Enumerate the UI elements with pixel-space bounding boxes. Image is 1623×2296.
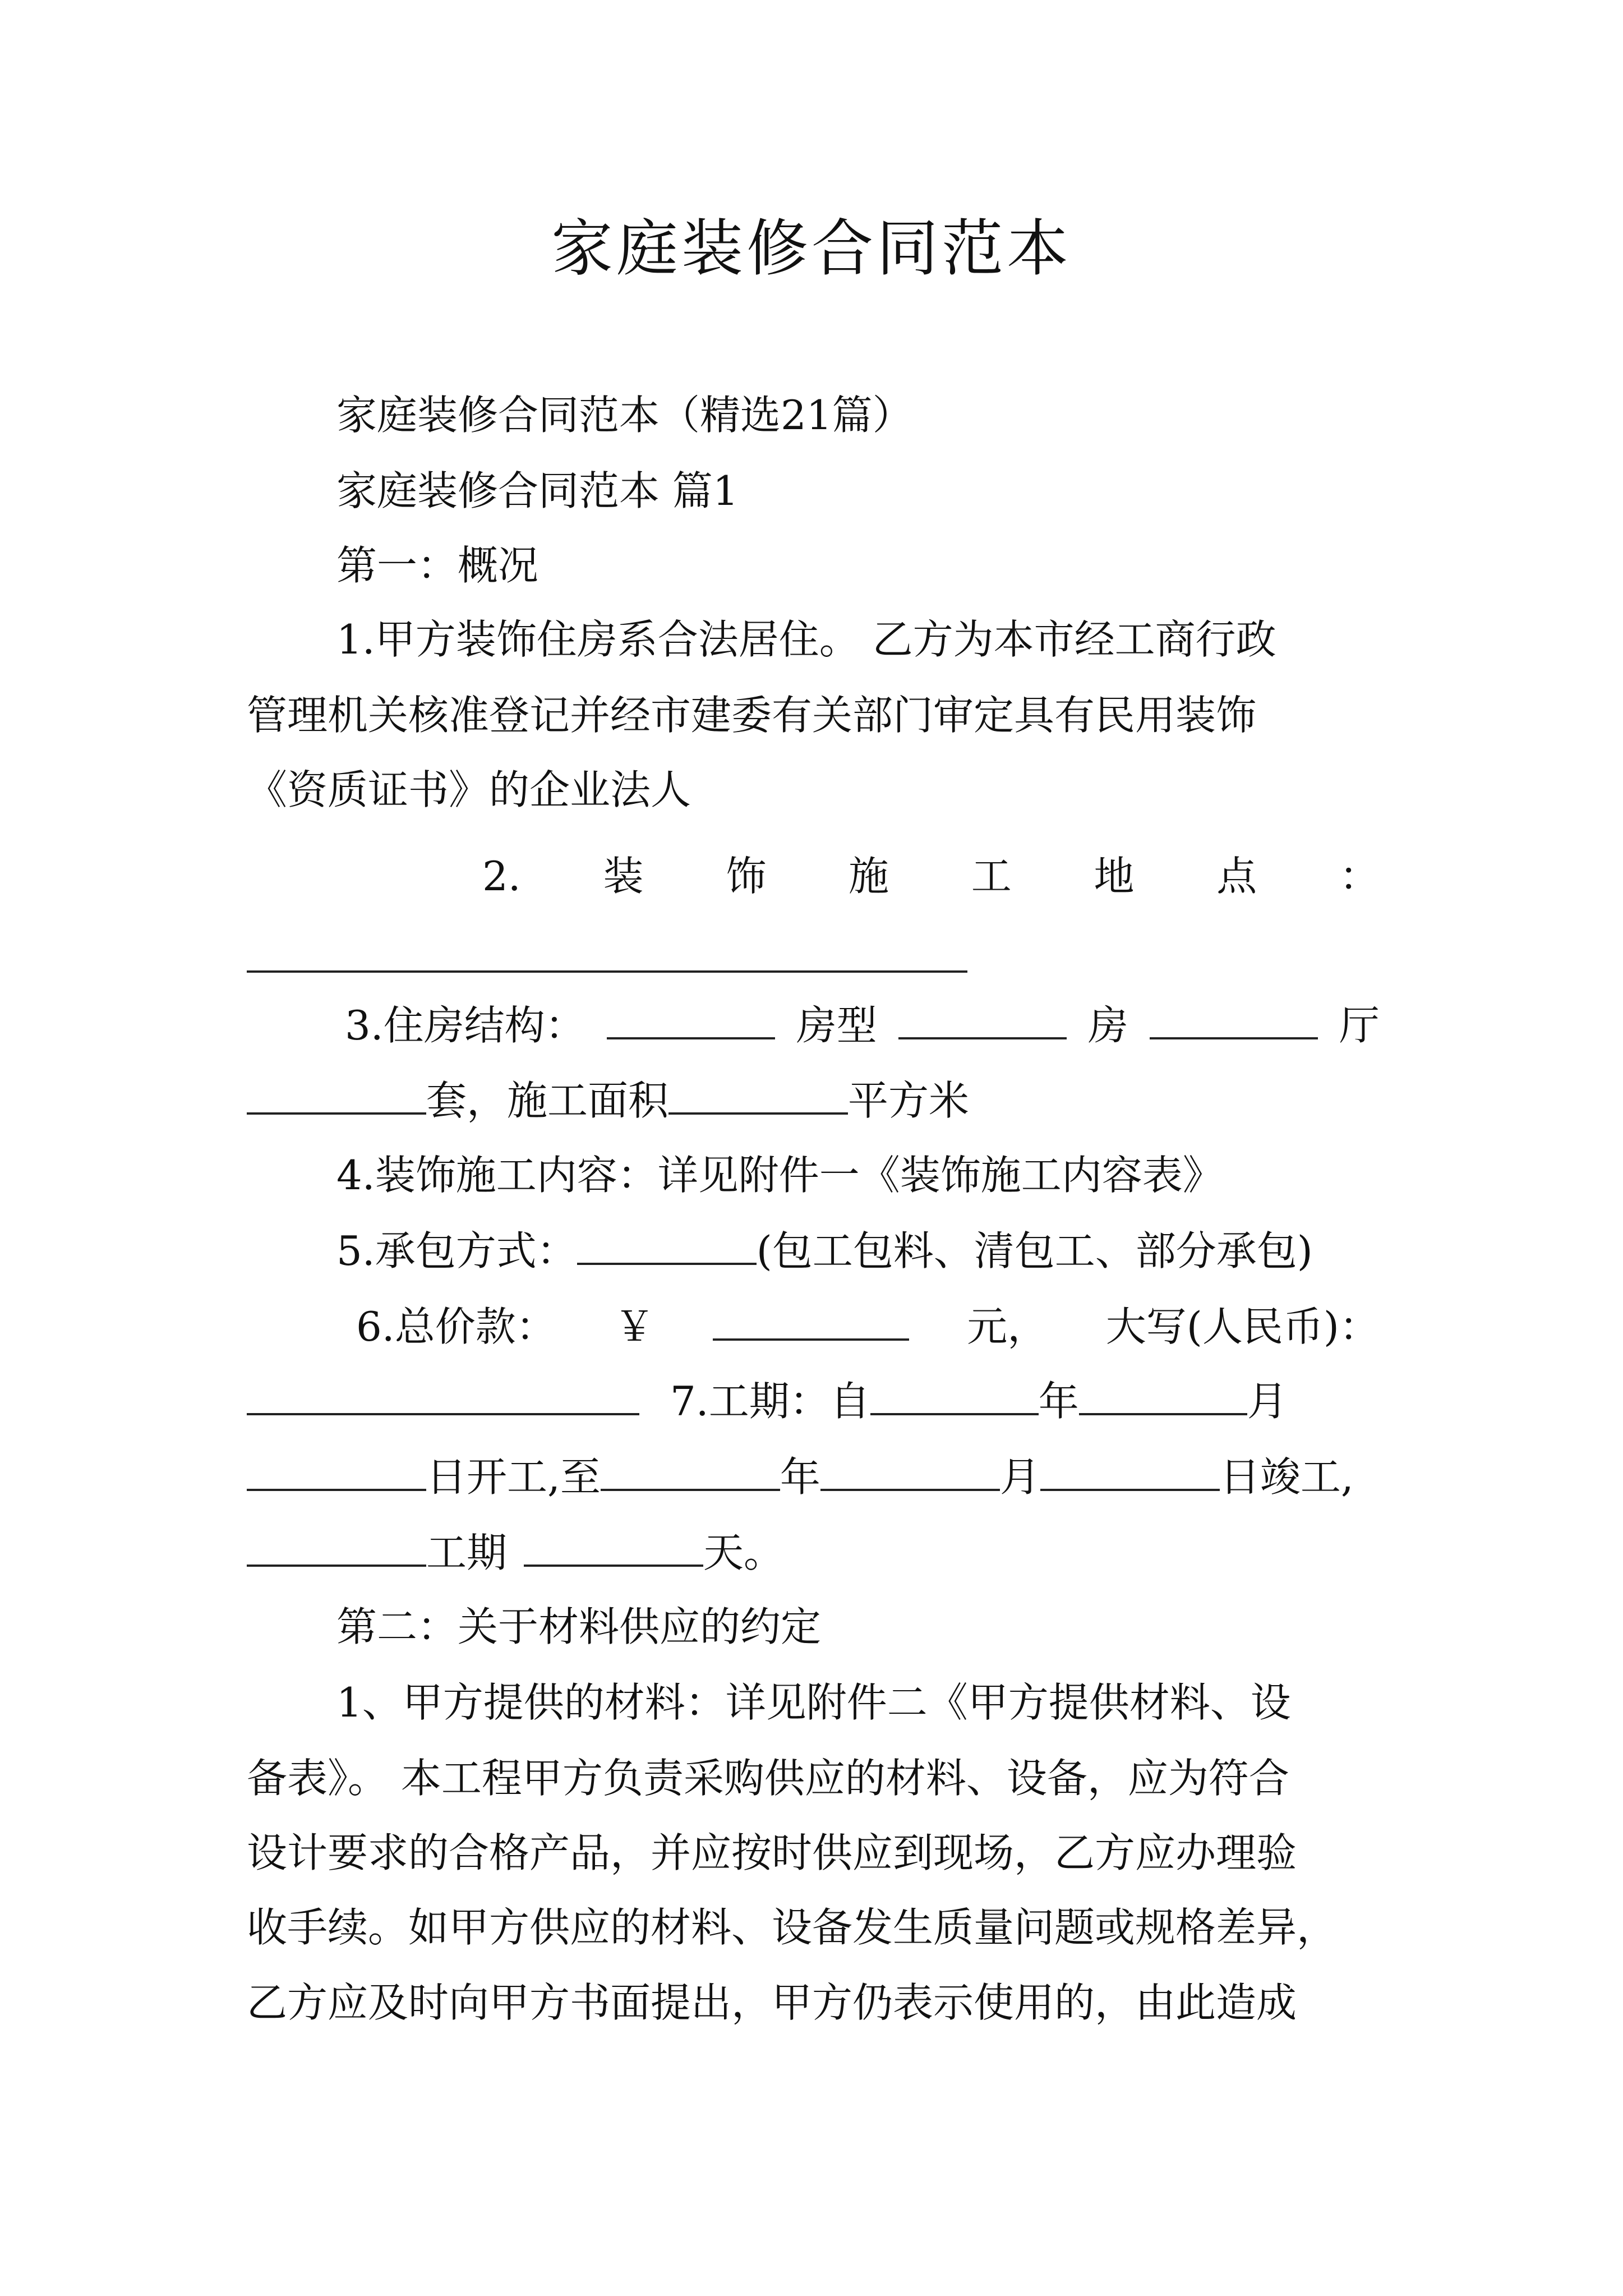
item7-line3: 工期 天。 [247, 1525, 784, 1581]
item6: 6.总价款： ￥ 元， 大写(人民币)： [356, 1299, 1380, 1355]
item7-line1: 7.工期：自 年 月 [247, 1373, 1380, 1429]
address-blank[interactable] [247, 970, 967, 973]
item1-line3: 《资质证书》的企业法人 [247, 766, 691, 813]
document-title: 家庭装修合同范本 [551, 213, 1072, 284]
blank-field[interactable] [247, 1525, 426, 1567]
section2-p1-line2: 备表》。 本工程甲方负责采购供应的材料、设备，应为符合 [247, 1755, 1289, 1802]
blank-field[interactable] [601, 1450, 780, 1491]
blank-field[interactable] [247, 1073, 426, 1115]
blank-field[interactable] [247, 1374, 639, 1415]
blank-field[interactable] [607, 998, 775, 1039]
section1-heading: 第一：概况 [336, 542, 539, 589]
blank-field[interactable] [898, 998, 1067, 1039]
blank-field[interactable] [247, 1450, 426, 1491]
item1-line1: 1.甲方装饰住房系合法居住。 乙方为本市经工商行政 [336, 616, 1276, 663]
blank-field[interactable] [820, 1450, 1000, 1491]
item2-line: 2. 装 饰 施 工 地 点 ： [482, 848, 1380, 904]
blank-field[interactable] [577, 1223, 757, 1265]
item7-line2: 日开工,至 年 月 日竣工, [247, 1449, 1380, 1505]
section2-p1-line1: 1、甲方提供的材料：详见附件二《甲方提供材料、设 [336, 1679, 1291, 1726]
blank-field[interactable] [524, 1525, 703, 1567]
item3-line2: 套，施工面积 平方米 [247, 1073, 969, 1129]
blank-field[interactable] [713, 1299, 909, 1341]
section2-p1-line3: 设计要求的合格产品，并应按时供应到现场，乙方应办理验 [247, 1829, 1297, 1876]
blank-field[interactable] [1150, 998, 1318, 1039]
blank-field[interactable] [1040, 1450, 1220, 1491]
section2-p1-line4: 收手续。如甲方供应的材料、设备发生质量问题或规格差异， [247, 1904, 1338, 1951]
item5: 5.承包方式： (包工包料、清包工、部分承包) [336, 1223, 1313, 1279]
item4: 4.装饰施工内容：详见附件一《装饰施工内容表》 [336, 1152, 1223, 1199]
section2-p1-line5: 乙方应及时向甲方书面提出，甲方仍表示使用的，由此造成 [247, 1979, 1297, 2026]
item2-number: 2. [482, 853, 521, 900]
item1-line2: 管理机关核准登记并经市建委有关部门审定具有民用装饰 [247, 692, 1257, 739]
blank-field[interactable] [668, 1073, 848, 1115]
subtitle: 家庭装修合同范本（精选21篇） [336, 392, 913, 439]
chapter-title: 家庭装修合同范本 篇1 [336, 467, 739, 514]
section2-heading: 第二：关于材料供应的约定 [336, 1603, 822, 1650]
item3-line1: 3.住房结构： 房型 房 厅 [345, 997, 1380, 1053]
blank-field[interactable] [1079, 1374, 1247, 1415]
blank-field[interactable] [870, 1374, 1039, 1415]
